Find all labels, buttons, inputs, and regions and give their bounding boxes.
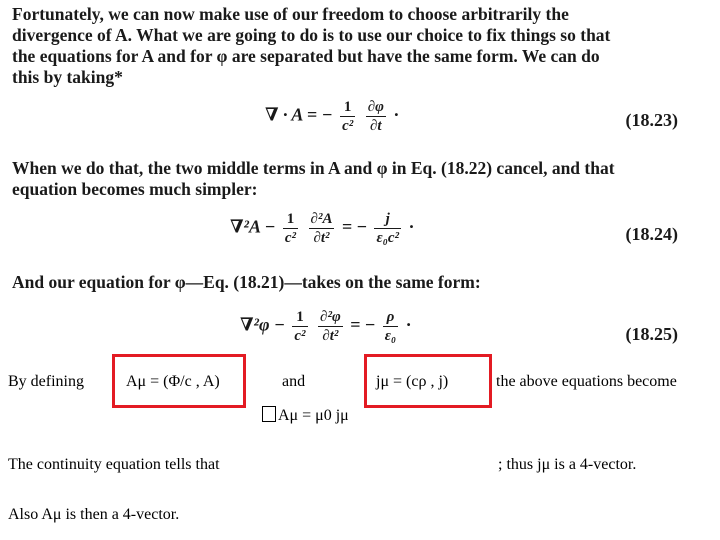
eq3-frac2-den: ∂t² bbox=[322, 328, 339, 344]
four-potential-definition: Aμ = (Φ/c , A) bbox=[126, 373, 220, 390]
eq1-number: (18.23) bbox=[625, 110, 678, 130]
eq2-frac2-num: ∂²A bbox=[310, 211, 333, 227]
eq2-mid: = − bbox=[341, 216, 367, 237]
eq2-fraction-2 bbox=[309, 210, 335, 247]
eq2-fraction-3 bbox=[374, 210, 401, 247]
eq2-frac1-num: 1 bbox=[283, 210, 298, 229]
paragraph-1-line: the equations for A and for φ are separated but have the same form. We can do bbox=[12, 46, 600, 66]
eq2-number: (18.24) bbox=[625, 224, 678, 244]
eq3-fraction-2 bbox=[318, 308, 343, 345]
eq1-tail: · bbox=[393, 104, 400, 125]
eq3-lhs: ∇²φ − bbox=[240, 314, 285, 335]
paragraph-2-line: When we do that, the two middle terms in A and φ in Eq. (18.22) cancel, and that bbox=[12, 158, 615, 178]
eq1-fraction-2 bbox=[366, 98, 386, 135]
equation-18-23 bbox=[0, 92, 720, 152]
eq1-frac2-den: ∂t bbox=[370, 118, 382, 134]
eq2-tail: · bbox=[408, 216, 415, 237]
eq3-frac3-num: ρ bbox=[383, 308, 398, 327]
eq1-frac1-num: 1 bbox=[340, 98, 355, 117]
eq1-frac1-den: c² bbox=[342, 118, 354, 134]
thus-four-vector-text: ; thus jμ is a 4-vector. bbox=[498, 456, 637, 473]
wave-equation-four-vector bbox=[262, 406, 349, 425]
paragraph-1-line: this by taking* bbox=[12, 67, 123, 87]
paragraph-3-line: And our equation for φ—Eq. (18.21)—takes on the same form: bbox=[12, 272, 481, 292]
paragraph-1-line: Fortunately, we can now make use of our freedom to choose arbitrarily the bbox=[12, 4, 569, 24]
eq3-tail: · bbox=[405, 314, 412, 335]
and-text: and bbox=[282, 373, 306, 390]
eq3-fraction-1 bbox=[292, 308, 307, 345]
eq3-number: (18.25) bbox=[625, 324, 678, 344]
dalembertian-operator-icon bbox=[262, 406, 276, 422]
paragraph-2-line: equation becomes much simpler: bbox=[12, 179, 258, 199]
eq2-frac1-den: c² bbox=[284, 230, 297, 246]
paragraph-2 bbox=[12, 158, 680, 200]
eq1-fraction-1 bbox=[340, 98, 355, 135]
continuity-text: The continuity equation tells that bbox=[8, 456, 220, 473]
equation-18-24 bbox=[0, 204, 720, 264]
eq3-frac1-num: 1 bbox=[292, 308, 307, 327]
equation-18-25 bbox=[0, 302, 720, 362]
eq3-frac1-den: c² bbox=[294, 328, 306, 344]
eq1-lhs: ∇ · A = − bbox=[265, 104, 333, 125]
equations-become-text: the above equations become bbox=[496, 373, 677, 390]
paragraph-1-line: divergence of A. What we are going to do is to use our choice to fix things so that bbox=[12, 25, 611, 45]
eq2-frac3-num: j bbox=[374, 210, 401, 229]
eq2-frac3-den: ε₀c² bbox=[376, 230, 400, 246]
four-current-definition: jμ = (cρ , j) bbox=[376, 373, 449, 390]
also-four-vector-text: Also Aμ is then a 4-vector. bbox=[8, 506, 180, 523]
eq3-fraction-3 bbox=[383, 308, 398, 345]
eq3-mid: = − bbox=[350, 314, 376, 335]
by-defining-text: By defining bbox=[8, 373, 84, 390]
eq2-fraction-1 bbox=[283, 210, 298, 247]
eq2-frac2-den: ∂t² bbox=[313, 230, 330, 246]
eq3-frac3-den: ε₀ bbox=[384, 328, 397, 344]
paragraph-3 bbox=[12, 272, 680, 293]
eq3-frac2-num: ∂²φ bbox=[320, 309, 341, 325]
eq2-lhs: ∇²A − bbox=[230, 216, 276, 237]
wave-equation-text: Aμ = μ0 jμ bbox=[278, 407, 349, 424]
eq1-frac2-num: ∂φ bbox=[367, 99, 384, 115]
paragraph-1 bbox=[12, 4, 680, 88]
